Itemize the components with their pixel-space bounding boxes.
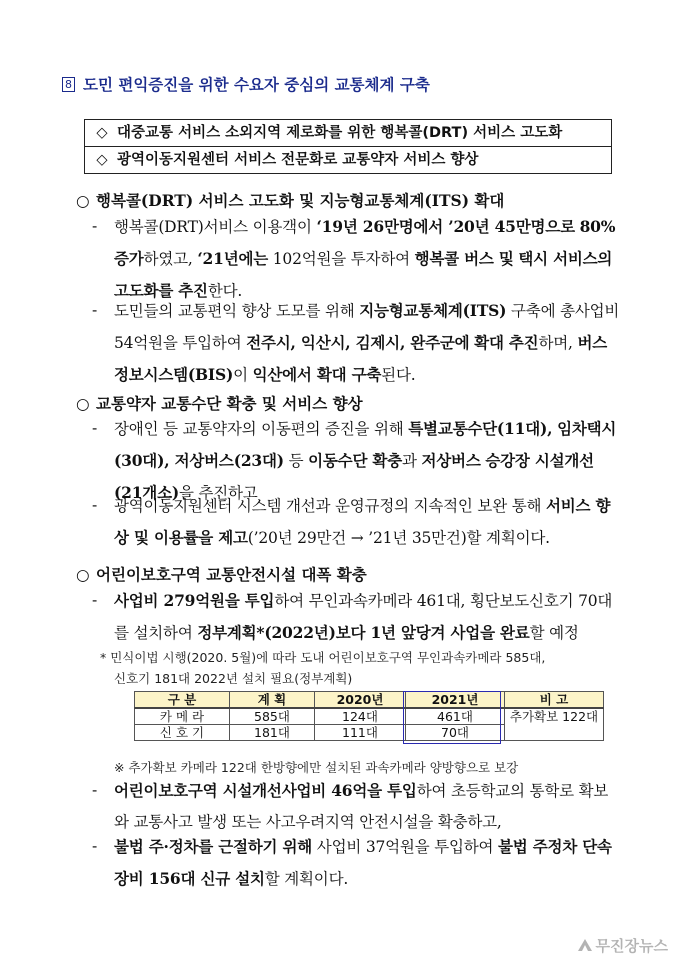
- circle-bullet-icon: ○: [76, 395, 90, 413]
- dash-bullet: -: [92, 591, 98, 609]
- table-cell: 585대: [230, 708, 315, 725]
- table-header-cell: 구 분: [135, 692, 230, 709]
- text-bold: 사업비 279억원을 투입: [114, 591, 275, 610]
- text-bold: 확대 추진: [474, 333, 539, 352]
- section-2-paragraph-2: [92, 490, 620, 554]
- section-heading: [62, 73, 430, 95]
- text-bold: 이동수단 확충: [308, 451, 402, 470]
- text: 하였고,: [143, 250, 198, 268]
- text-bold: 특별교통수단(11대),: [408, 419, 553, 438]
- text-bold: 버스정보시스템(BIS): [114, 333, 608, 384]
- text-bold: 저상버스: [421, 451, 481, 470]
- text-bold: 익산에서 확대 구축: [252, 365, 382, 384]
- dash-bullet: -: [92, 419, 98, 437]
- text: 하며,: [538, 334, 578, 352]
- section-3-title-text: 어린이보호구역 교통안전시설 대폭 확충: [96, 565, 367, 584]
- text-bold: 임차택시(30대), 저상버스(23대): [114, 419, 617, 470]
- table-cell: 181대: [230, 725, 315, 741]
- dash-bullet: -: [92, 301, 98, 319]
- text: 을 추진하고: [178, 484, 258, 502]
- section-1-title-text: 행복콜(DRT) 서비스 고도화 및 지능형교통체계(ITS) 확대: [96, 191, 505, 210]
- section-1-paragraph-2: [92, 295, 620, 391]
- table-cell: 카 메 라: [135, 708, 230, 725]
- circle-bullet-icon: ○: [76, 566, 90, 584]
- text-bold: 서비스 향상 및 이용률을 제고: [114, 496, 611, 547]
- watermark-logo-icon: [577, 938, 593, 952]
- text: 하여 초등학교의 통학로 확보와 교통사고 발생 또는 사고우려지역 안전시설을 확충하고,: [114, 782, 609, 831]
- text-bold: 불법 주정차 단속장비 156대 신규 설치: [114, 837, 612, 888]
- text-bold: ‘21년에는: [197, 249, 269, 268]
- summary-box-line-1: [84, 119, 612, 147]
- footnote-line-1: * 민식이법 시행(2020. 5월)에 따라 도내 어린이보호구역 무인과속카메라 585대,: [100, 650, 546, 665]
- table-header-row: [135, 692, 604, 709]
- table-header-cell: 2021년: [406, 692, 505, 709]
- section-3-paragraph-2: [92, 775, 620, 838]
- dash-bullet: -: [92, 496, 98, 514]
- table-cell: 70대: [406, 725, 505, 741]
- installation-plan-table: [134, 691, 604, 741]
- text: 행복콜(DRT)서비스 이용객이: [114, 218, 317, 236]
- watermark: [577, 935, 668, 956]
- section-1-paragraph-1: [92, 211, 620, 307]
- text: 102억원을 투자하여: [268, 250, 415, 268]
- text: 도민들의 교통편익 향상 도모를 위해: [114, 302, 360, 320]
- text: 광역이동지원센터 시스템 개선과 운영규정의 지속적인 보완 통해: [114, 497, 546, 515]
- diamond-bullet-icon: ◇: [96, 125, 108, 141]
- text-bold: 행복콜 버스 및: [414, 249, 514, 268]
- text: 할 예정: [529, 624, 579, 642]
- text-bold: 지능형교통체계(ITS): [359, 301, 507, 320]
- text: 장애인 등 교통약자의 이동편의 증진을 위해: [114, 420, 409, 438]
- watermark-text: 무진장뉴스: [595, 937, 668, 955]
- summary-box-line-2: [84, 146, 612, 174]
- table-row: [135, 708, 604, 725]
- text: 등: [283, 452, 309, 470]
- dash-bullet: -: [92, 781, 98, 799]
- text: 사업비 37억원을 투입하여: [312, 838, 499, 856]
- section-1-title: [76, 189, 504, 211]
- text-bold: 불법 주·정차를 근절하기 위해: [114, 837, 313, 856]
- summary-text-1: 대중교통 서비스 소외지역 제로화를 위한 행복콜(DRT) 서비스 고도화: [117, 125, 563, 141]
- text: 한다.: [207, 282, 243, 300]
- diamond-bullet-icon: ◇: [96, 152, 108, 168]
- dash-bullet: -: [92, 837, 98, 855]
- dash-bullet: -: [92, 217, 98, 235]
- summary-text-2: 광역이동지원센터 서비스 전문화로 교통약자 서비스 향상: [117, 152, 479, 168]
- text: (’20년 29만건 → ’21년 35만건)할 계획이다.: [247, 529, 550, 547]
- circle-bullet-icon: ○: [76, 192, 90, 210]
- text: 된다.: [381, 366, 416, 384]
- section-3-paragraph-1: [92, 585, 620, 649]
- text-bold: 승강장 시설개선(21개소): [114, 451, 594, 502]
- text-bold: ‘19년 26만명에서 ’20년 45만명으로: [316, 217, 575, 236]
- text-bold: 택시 서비스의 고도화를 추진: [114, 249, 613, 300]
- table-header-cell: 비 고: [505, 692, 604, 709]
- footnote-line-2: 신호기 181대 2022년 설치 필요(정부계획): [114, 671, 353, 686]
- table-cell: 124대: [315, 708, 406, 725]
- table-note: ※ 추가확보 카메라 122대 한방향에만 설치된 과속카메라 양방향으로 보강: [114, 760, 519, 775]
- table-cell: 461대: [406, 708, 505, 725]
- table-cell: 신 호 기: [135, 725, 230, 741]
- table-cell: 111대: [315, 725, 406, 741]
- text-bold: 전주시, 익산시, 김제시, 완주군에: [246, 333, 470, 352]
- table-cell-note: 추가확보 122대: [505, 708, 604, 741]
- text: 하여 무인과속카메라 461대, 횡단보도신호기 70대를 설치하여: [114, 592, 613, 642]
- section-2-title: [76, 392, 363, 414]
- table-header-cell: 2020년: [315, 692, 406, 709]
- section-2-title-text: 교통약자 교통수단 확충 및 서비스 향상: [96, 394, 363, 413]
- text: 과: [401, 452, 422, 470]
- table-header-cell: 계 획: [230, 692, 315, 709]
- text-bold: 어린이보호구역 시설개선사업비 46억을 투입: [114, 781, 417, 800]
- text: 구축에 총사업비 54억원을 투입하여: [114, 302, 620, 352]
- text: 이: [233, 366, 253, 384]
- section-3-title: [76, 563, 367, 585]
- heading-title: 도민 편익증진을 위한 수요자 중심의 교통체계 구축: [83, 76, 430, 94]
- heading-number: 8: [62, 77, 75, 92]
- text-bold: 정부계획*(2022년)보다 1년 앞당겨 사업을 완료: [197, 623, 530, 642]
- section-3-paragraph-3: [92, 831, 620, 895]
- text: 할 계획이다.: [264, 870, 349, 888]
- text-bold: 80% 증가: [114, 217, 616, 268]
